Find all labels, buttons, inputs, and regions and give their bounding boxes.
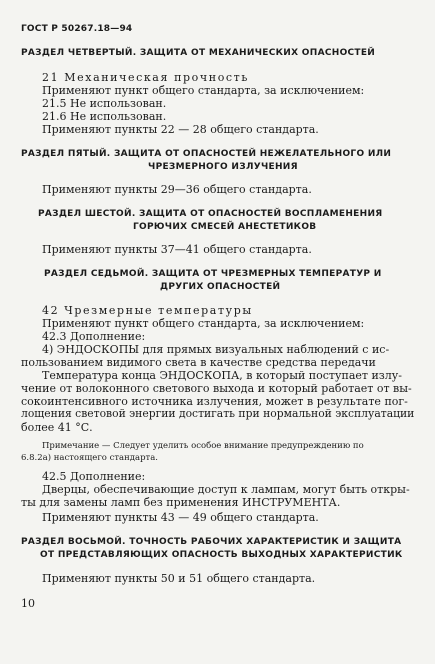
section-4-line: 21.6 Не использован. — [42, 110, 167, 123]
section-7-line: Температура конца ЭНДОСКОПА, в который поступает излу- — [42, 369, 402, 382]
note-line2: 6.8.2а) настоящего стандарта. — [21, 453, 159, 463]
section-6-title-line1: РАЗДЕЛ ШЕСТОЙ. ЗАЩИТА ОТ ОПАСНОСТЕЙ ВОСПЛАМЕНЕНИЯ — [38, 209, 383, 219]
clause-42-title: 42 Чрезмерные температуры — [42, 304, 253, 317]
section-6-text: Применяют пункты 37—41 общего стандарта. — [42, 243, 312, 256]
section-7-line: Применяют пункты 43 — 49 общего стандарта. — [42, 511, 319, 524]
section-7-line: Дверцы, обеспечивающие доступ к лампам, могут быть откры- — [42, 483, 410, 496]
section-6-title-line2: ГОРЮЧИХ СМЕСЕЙ АНЕСТЕТИКОВ — [133, 222, 317, 232]
section-5-text: Применяют пункты 29—36 общего стандарта. — [42, 183, 312, 196]
section-8-title-line2: ОТ ПРЕДСТАВЛЯЮЩИХ ОПАСНОСТЬ ВЫХОДНЫХ ХАРАКТЕРИСТИК — [40, 550, 403, 560]
section-7-title-line1: РАЗДЕЛ СЕДЬМОЙ. ЗАЩИТА ОТ ЧРЕЗМЕРНЫХ ТЕМПЕРАТУР И — [44, 269, 382, 279]
section-7-line: Применяют пункт общего стандарта, за исключением: — [42, 317, 365, 330]
section-7-line: более 41 °С. — [21, 421, 93, 434]
page-number: 10 — [21, 597, 35, 610]
section-7-line: 4) ЭНДОСКОПЫ для прямых визуальных наблюдений с ис- — [42, 343, 390, 356]
section-5-title-line2: ЧРЕЗМЕРНОГО ИЗЛУЧЕНИЯ — [148, 162, 298, 172]
section-4-line: 21.5 Не использован. — [42, 97, 167, 110]
section-8-title-line1: РАЗДЕЛ ВОСЬМОЙ. ТОЧНОСТЬ РАБОЧИХ ХАРАКТЕРИСТИК И ЗАЩИТА — [21, 537, 402, 547]
section-8-text: Применяют пункты 50 и 51 общего стандарта. — [42, 572, 316, 585]
section-7-line: 42.3 Дополнение: — [42, 330, 146, 343]
section-7-line: лощения световой энергии достигать при нормальной эксплуатации — [21, 407, 415, 420]
clause-21-title: 21 Механическая прочность — [42, 71, 249, 84]
section-7-line: чение от волоконного светового выхода и который работает от вы- — [21, 382, 412, 395]
section-7-title-line2: ДРУГИХ ОПАСНОСТЕЙ — [160, 282, 281, 292]
section-4-line: Применяют пункт общего стандарта, за исключением: — [42, 84, 365, 97]
section-5-title-line1: РАЗДЕЛ ПЯТЫЙ. ЗАЩИТА ОТ ОПАСНОСТЕЙ НЕЖЕЛАТЕЛЬНОГО ИЛИ — [21, 149, 392, 159]
section-4-line: Применяют пункты 22 — 28 общего стандарта. — [42, 123, 319, 136]
section-4-title: РАЗДЕЛ ЧЕТВЕРТЫЙ. ЗАЩИТА ОТ МЕХАНИЧЕСКИХ ОПАСНОСТЕЙ — [21, 48, 376, 58]
section-7-line: 42.5 Дополнение: — [42, 470, 146, 483]
doc-header-code: ГОСТ Р 50267.18—94 — [21, 24, 133, 34]
section-7-line: сокоинтенсивного источника излучения, может в результате пог- — [21, 395, 408, 408]
note-line1: Примечание — Следует уделить особое внимание предупреждению по — [42, 441, 364, 451]
section-7-line: пользованием видимого света в качестве средства передачи — [21, 356, 376, 369]
section-7-line: ты для замены ламп без применения ИНСТРУМЕНТА. — [21, 496, 341, 509]
